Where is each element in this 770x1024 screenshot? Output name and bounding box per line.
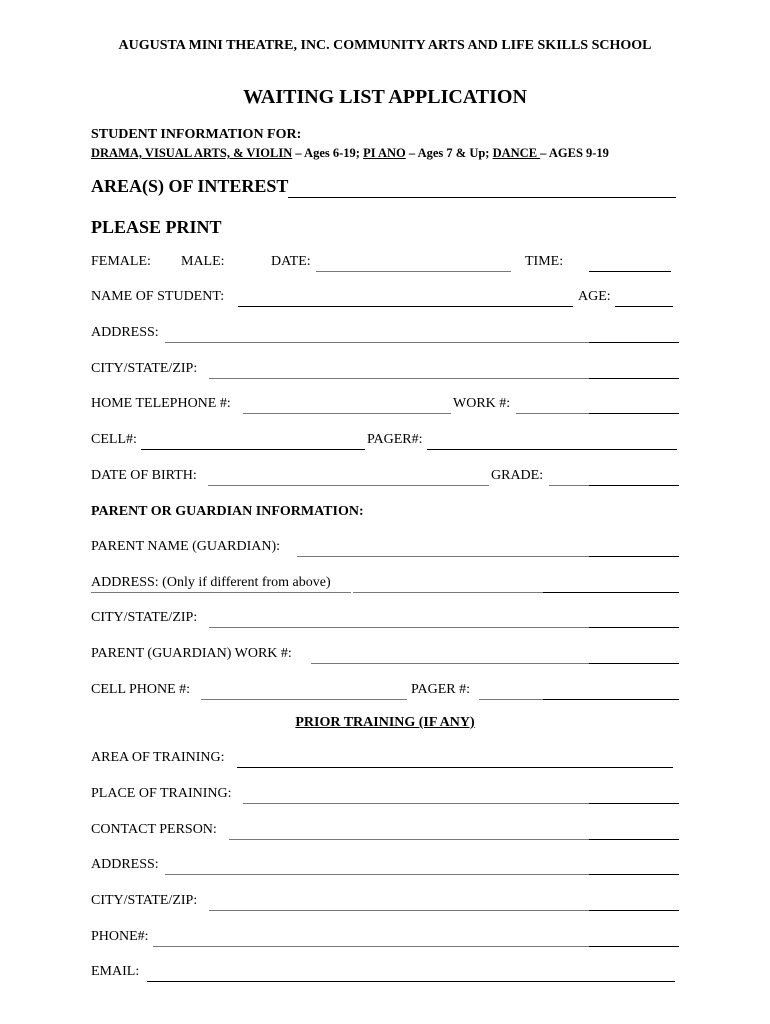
dob-label: DATE OF BIRTH: — [91, 468, 197, 483]
program-drama: DRAMA, VISUAL ARTS, & VIOLIN — [91, 146, 293, 160]
parent-pager-field-end[interactable] — [543, 699, 679, 700]
areas-of-interest-row — [91, 176, 681, 200]
student-city-field-end[interactable] — [589, 378, 679, 379]
parent-address-field-end[interactable] — [543, 592, 679, 593]
cell-field[interactable] — [141, 449, 365, 450]
training-contact-field-end[interactable] — [589, 839, 679, 840]
work-field[interactable] — [516, 413, 589, 414]
training-city-field[interactable] — [209, 910, 589, 911]
areas-of-interest-label: AREA(S) OF INTEREST — [91, 176, 289, 196]
training-phone-field-end[interactable] — [589, 946, 679, 947]
student-name-field[interactable] — [238, 306, 573, 307]
training-email-label: EMAIL: — [91, 964, 140, 979]
parent-address-row — [91, 575, 681, 595]
work-label: WORK #: — [453, 396, 511, 411]
parent-name-row — [91, 539, 681, 559]
training-email-row — [91, 964, 681, 984]
student-name-label: NAME OF STUDENT: — [91, 289, 225, 304]
home-telephone-field[interactable] — [243, 413, 451, 414]
student-address-field[interactable] — [165, 342, 589, 343]
training-area-label: AREA OF TRAINING: — [91, 750, 225, 765]
training-address-label: ADDRESS: — [91, 857, 159, 872]
parent-pager-field[interactable] — [479, 699, 543, 700]
parent-heading: PARENT OR GUARDIAN INFORMATION: — [91, 504, 364, 519]
age-label: AGE: — [578, 289, 611, 304]
student-address-row — [91, 325, 681, 345]
student-city-field[interactable] — [209, 378, 589, 379]
gender-date-time-row — [91, 254, 681, 274]
home-telephone-label: HOME TELEPHONE #: — [91, 396, 231, 411]
parent-cell-field[interactable] — [201, 699, 407, 700]
parent-work-field-end[interactable] — [589, 663, 679, 664]
training-place-field-end[interactable] — [589, 803, 679, 804]
training-city-label: CITY/STATE/ZIP: — [91, 893, 198, 908]
date-field[interactable] — [316, 271, 511, 272]
areas-of-interest-field[interactable] — [288, 197, 676, 198]
training-address-field[interactable] — [165, 874, 589, 875]
student-name-row — [91, 289, 681, 309]
training-email-field[interactable] — [147, 981, 675, 982]
parent-city-label: CITY/STATE/ZIP: — [91, 610, 198, 625]
student-info-heading: STUDENT INFORMATION FOR: — [91, 127, 302, 142]
parent-name-field-end[interactable] — [589, 556, 679, 557]
training-city-field-end[interactable] — [589, 910, 679, 911]
parent-city-row — [91, 610, 681, 630]
training-address-field-end[interactable] — [589, 874, 679, 875]
parent-address-label: ADDRESS: (Only if different from above) — [91, 575, 331, 590]
organization-header: AUGUSTA MINI THEATRE, INC. COMMUNITY ARTS AND LIFE SKILLS SCHOOL — [118, 38, 652, 53]
training-area-field[interactable] — [237, 767, 673, 768]
training-area-row — [91, 750, 681, 770]
parent-pager-label: PAGER #: — [411, 682, 471, 697]
training-phone-label: PHONE#: — [91, 929, 149, 944]
work-field-end[interactable] — [589, 413, 679, 414]
training-phone-field[interactable] — [153, 946, 589, 947]
dob-field[interactable] — [208, 485, 489, 486]
parent-city-field-end[interactable] — [589, 627, 679, 628]
age-field[interactable] — [615, 306, 673, 307]
training-contact-row — [91, 822, 681, 842]
parent-cell-row — [91, 682, 681, 702]
training-place-row — [91, 786, 681, 806]
training-city-row — [91, 893, 681, 913]
time-label: TIME: — [525, 254, 564, 269]
student-phone-row — [91, 396, 681, 416]
parent-work-label: PARENT (GUARDIAN) WORK #: — [91, 646, 292, 661]
parent-cell-label: CELL PHONE #: — [91, 682, 191, 697]
form-title: WAITING LIST APPLICATION — [243, 86, 527, 108]
time-field[interactable] — [589, 271, 671, 272]
please-print-label: PLEASE PRINT — [91, 217, 222, 237]
pager-field[interactable] — [427, 449, 677, 450]
parent-name-label: PARENT NAME (GUARDIAN): — [91, 539, 281, 554]
student-address-label: ADDRESS: — [91, 325, 159, 340]
student-address-field-end[interactable] — [589, 342, 679, 343]
parent-work-field[interactable] — [311, 663, 589, 664]
parent-address-underline — [91, 592, 351, 593]
student-city-row — [91, 361, 681, 381]
student-cell-pager-row — [91, 432, 681, 452]
female-label: FEMALE: — [91, 254, 151, 269]
parent-city-field[interactable] — [209, 627, 589, 628]
program-dance: DANCE — [492, 146, 541, 160]
training-place-label: PLACE OF TRAINING: — [91, 786, 232, 801]
training-place-field[interactable] — [243, 803, 589, 804]
parent-address-field[interactable] — [353, 592, 543, 593]
program-ages-line — [91, 146, 609, 161]
parent-name-field[interactable] — [297, 556, 589, 557]
student-city-label: CITY/STATE/ZIP: — [91, 361, 198, 376]
student-dob-row — [91, 468, 681, 488]
prior-training-heading: PRIOR TRAINING (IF ANY) — [295, 715, 475, 730]
grade-field-end[interactable] — [589, 485, 679, 486]
pager-label: PAGER#: — [367, 432, 423, 447]
program-drama-ages: – Ages 6-19; — [292, 146, 364, 160]
parent-work-row — [91, 646, 681, 666]
training-contact-field[interactable] — [229, 839, 589, 840]
training-address-row — [91, 857, 681, 877]
grade-field[interactable] — [549, 485, 589, 486]
date-label: DATE: — [271, 254, 311, 269]
program-piano: PI ANO — [363, 146, 406, 160]
training-phone-row — [91, 929, 681, 949]
grade-label: GRADE: — [491, 468, 544, 483]
program-dance-ages: – AGES 9-19 — [540, 146, 609, 160]
program-piano-ages: – Ages 7 & Up; — [405, 146, 493, 160]
cell-label: CELL#: — [91, 432, 137, 447]
male-label: MALE: — [181, 254, 225, 269]
training-contact-label: CONTACT PERSON: — [91, 822, 217, 837]
